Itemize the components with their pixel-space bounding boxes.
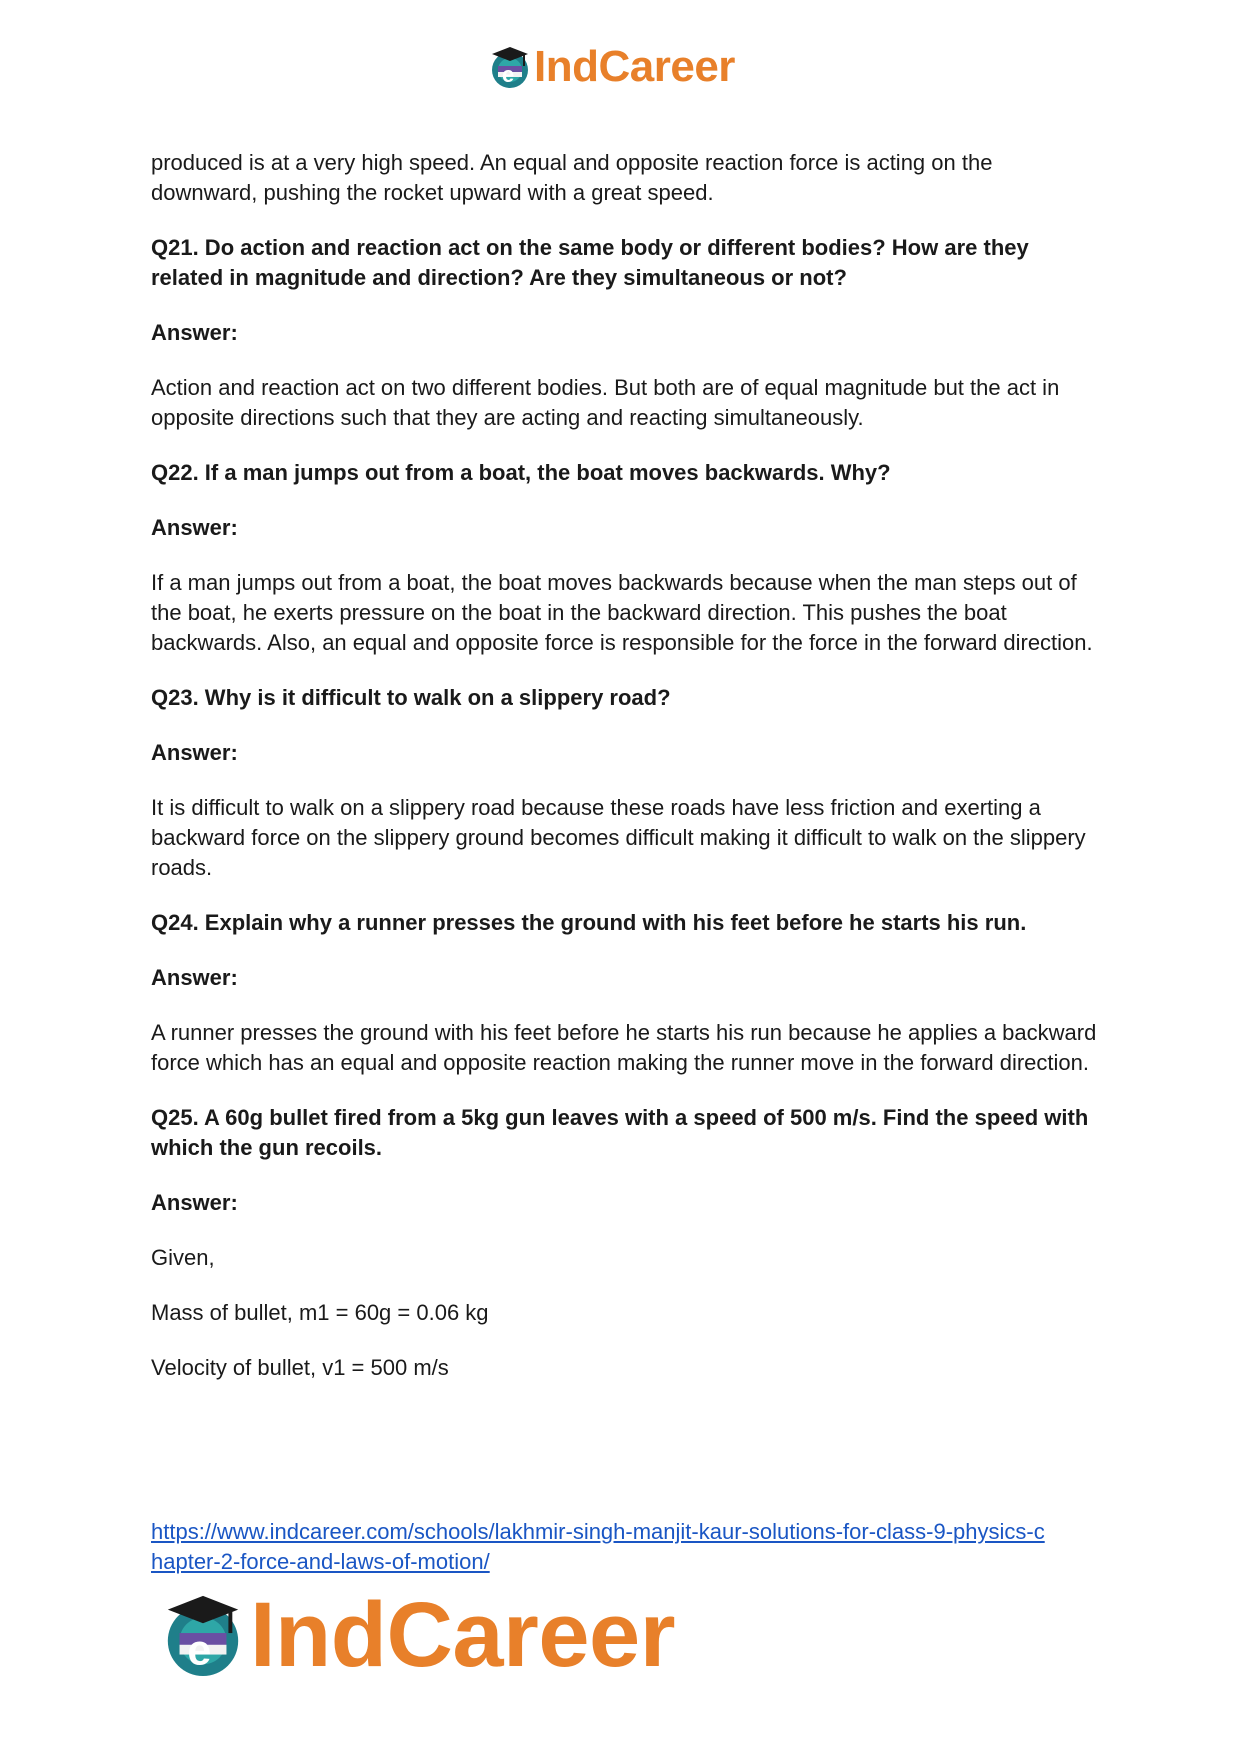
answer-label-22: Answer:	[151, 515, 238, 540]
answer-label-24: Answer:	[151, 965, 238, 990]
svg-text:e: e	[502, 62, 515, 87]
answer-22: If a man jumps out from a boat, the boat moves backwards because when the man steps out of the boat, he exerts pressure on the boat in the backward direction. This pushes the boat backwards. Also, an equal and opposite force is responsible for the force in the forward direction.	[151, 570, 1093, 655]
footer-logo	[160, 1584, 675, 1686]
given-label: Given,	[151, 1245, 215, 1270]
answer-label-25: Answer:	[151, 1190, 238, 1215]
svg-text:e: e	[187, 1626, 212, 1675]
logo-text: IndCareer	[534, 42, 735, 91]
document-body	[151, 148, 1101, 1408]
mass-of-bullet: Mass of bullet, m1 = 60g = 0.06 kg	[151, 1300, 489, 1325]
answer-21: Action and reaction act on two different bodies. But both are of equal magnitude but the act in opposite directions such that they are acting and reacting simultaneously.	[151, 375, 1060, 430]
graduation-cap-icon	[488, 44, 532, 90]
answer-23: It is difficult to walk on a slippery road because these roads have less friction and exerting a backward force on the slippery ground becomes difficult making it difficult to walk on the slippery roads.	[151, 795, 1086, 880]
source-link-line-1: https://www.indcareer.com/schools/lakhmir-singh-manjit-kaur-solutions-for-class-9-physics-c	[151, 1519, 1045, 1544]
question-21: Q21. Do action and reaction act on the same body or different bodies? How are they related in magnitude and direction? Are they simultaneous or not?	[151, 235, 1029, 290]
intro-paragraph: produced is at a very high speed. An equal and opposite reaction force is acting on the downward, pushing the rocket upward with a great speed.	[151, 150, 993, 205]
answer-label-21: Answer:	[151, 320, 238, 345]
logo-text: IndCareer	[250, 1584, 675, 1686]
graduation-cap-icon	[160, 1590, 246, 1680]
velocity-of-bullet: Velocity of bullet, v1 = 500 m/s	[151, 1355, 449, 1380]
answer-label-23: Answer:	[151, 740, 238, 765]
question-24: Q24. Explain why a runner presses the ground with his feet before he starts his run.	[151, 910, 1027, 935]
answer-24: A runner presses the ground with his feet before he starts his run because he applies a backward force which has an equal and opposite reaction making the runner move in the forward direction.	[151, 1020, 1097, 1075]
source-link[interactable]	[151, 1519, 1045, 1574]
header-logo	[488, 44, 735, 90]
question-22: Q22. If a man jumps out from a boat, the boat moves backwards. Why?	[151, 460, 891, 485]
source-link-block	[151, 1517, 1111, 1577]
question-25: Q25. A 60g bullet fired from a 5kg gun leaves with a speed of 500 m/s. Find the speed with which the gun recoils.	[151, 1105, 1089, 1160]
source-link-line-2: hapter-2-force-and-laws-of-motion/	[151, 1549, 490, 1574]
question-23: Q23. Why is it difficult to walk on a slippery road?	[151, 685, 671, 710]
